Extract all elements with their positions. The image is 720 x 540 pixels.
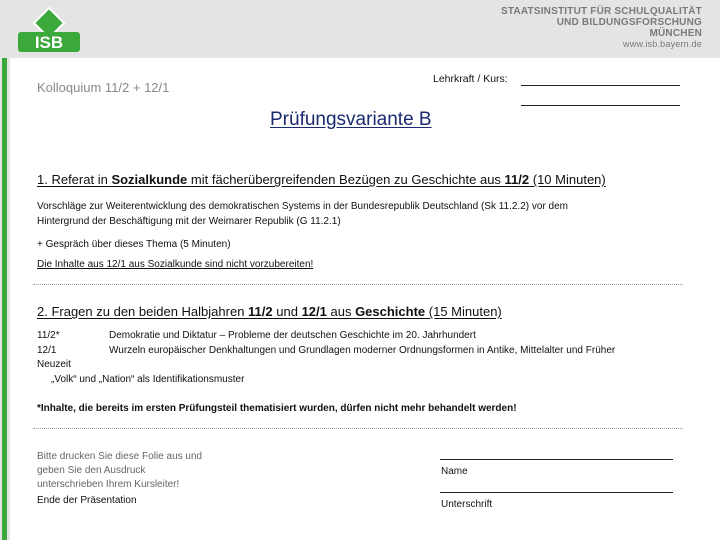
section1-heading-part: 1. Referat in (37, 172, 112, 187)
section1-desc-ref: (Sk 11.2.2) vor dem (480, 201, 569, 212)
section2-heading-subject: Geschichte (355, 304, 426, 319)
lehrkraft-line-1 (521, 85, 680, 86)
signature-label: Unterschrift (441, 499, 493, 510)
name-label: Name (441, 466, 468, 477)
page-title: Prüfungsvariante B (270, 109, 432, 130)
section2-heading (37, 304, 502, 319)
section2-heading-term: 11/2 (248, 304, 273, 319)
section2-row-label: Neuzeit (37, 359, 71, 370)
section-divider-2 (33, 428, 683, 429)
institute-line-2: UND BILDUNGSFORSCHUNG (556, 17, 702, 28)
section1-gespraech: + Gespräch über dieses Thema (5 Minuten) (37, 239, 231, 250)
signature-line (440, 492, 673, 493)
section2-row-text: Demokratie und Diktatur – Probleme der deutschen Geschichte im 20. Jahrhundert (109, 330, 476, 341)
section1-desc-main: Vorschläge zur Weiterentwicklung des demokratischen Systems in der Bundesrepublik Deutschland (37, 201, 479, 212)
section1-desc-line2: Hintergrund der Beschäftigung mit der Weimarer Republik (G 11.2.1) (37, 216, 341, 227)
section-divider-1 (33, 284, 683, 285)
section1-heading (37, 172, 606, 187)
isb-logo (14, 6, 84, 56)
green-accent-bar (2, 58, 7, 540)
footer-instruction-line: unterschrieben Ihrem Kursleiter! (37, 479, 180, 490)
kolloquium-label: Kolloquium 11/2 + 12/1 (37, 80, 170, 95)
section1-desc-line1 (37, 199, 568, 214)
section2-row-label: 12/1 (37, 345, 57, 356)
section1-note: Die Inhalte aus 12/1 aus Sozialkunde sind nicht vorzubereiten! (37, 259, 314, 270)
section1-heading-part: (10 Minuten) (529, 172, 606, 187)
institute-line-3: MÜNCHEN (649, 28, 702, 39)
institute-name (501, 6, 702, 50)
lehrkraft-label: Lehrkraft / Kurs: (433, 73, 508, 85)
name-line (440, 459, 673, 460)
section2-footnote: *Inhalte, die bereits im ersten Prüfungsteil thematisiert wurden, dürfen nicht mehr behandelt werden! (37, 403, 517, 414)
end-of-presentation: Ende der Präsentation (37, 495, 137, 506)
institute-url: www.isb.bayern.de (623, 39, 702, 49)
section2-row-label: 11/2* (37, 330, 60, 341)
section2-heading-part: 2. Fragen zu den beiden Halbjahren (37, 304, 249, 319)
logo-text: ISB (34, 33, 64, 52)
section2-extra: „Volk“ und „Nation“ als Identifikationsmuster (51, 374, 245, 385)
section1-heading-term: 11/2 (504, 172, 530, 187)
section2-row-text: Wurzeln europäischer Denkhaltungen und Grundlagen moderner Ordnungsformen in Antike, Mittelalter und Früher (109, 345, 616, 356)
section1-heading-subject: Sozialkunde (111, 172, 188, 187)
section1-heading-part: mit fächerübergreifenden Bezügen zu Geschichte aus (187, 172, 505, 187)
footer-instruction-line: geben Sie den Ausdruck (37, 465, 146, 476)
lehrkraft-line-2 (521, 105, 680, 106)
section2-heading-part: aus (326, 304, 356, 319)
footer-instructions (37, 450, 202, 492)
section2-heading-part: (15 Minuten) (425, 304, 502, 319)
section2-heading-term: 12/1 (301, 304, 327, 319)
section2-heading-part: und (272, 304, 302, 319)
footer-instruction-line: Bitte drucken Sie diese Folie aus und (37, 451, 203, 462)
institute-line-1: STAATSINSTITUT FÜR SCHULQUALITÄT (500, 6, 702, 17)
